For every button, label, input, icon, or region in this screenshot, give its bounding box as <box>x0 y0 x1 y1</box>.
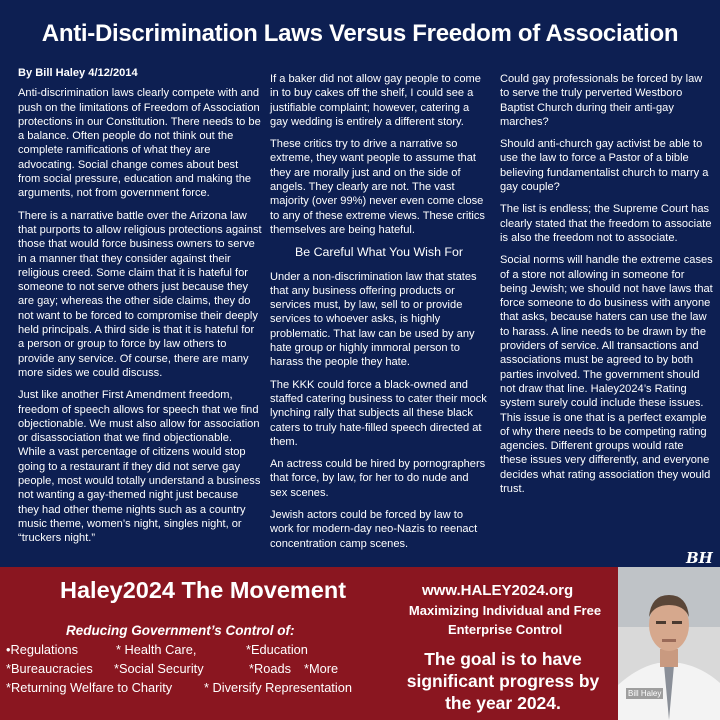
reducing-heading: Reducing Government’s Control of: <box>66 623 295 638</box>
initials-mark: BH <box>686 549 713 567</box>
goal-statement: The goal is to have significant progress by the year 2024. <box>406 649 600 713</box>
reduction-item: *Returning Welfare to Charity <box>6 680 173 695</box>
paragraph: Should anti-church gay activist be able to use the law to force a Pastor of a bible believing fundamentalist church to marry a gay couple? <box>500 138 709 194</box>
reduction-item: •Regulations <box>6 642 79 657</box>
paragraph: Jewish actors could be forced by law to work for modern-day neo-Nazis to reenact concentration camp scenes. <box>270 509 478 550</box>
paragraph: The KKK could force a black-owned and staffed catering business to cater their mock lynching rally that subjects all these black caters to truly hate-filled speech directed at them. <box>270 378 487 448</box>
paragraph: These critics try to drive a narrative so extreme, they want people to assume that they are morally just and on the side of angels. They clearly are not. The vast majority (over 99%) never even come close to any of these extreme views. These critics themselves are being hateful. <box>270 138 485 236</box>
movement-title: Haley2024 The Movement <box>60 577 347 603</box>
paragraph: Just like another First Amendment freedom, freedom of speech allows for speech that we find objectionable. We must also allow for association or disassociation that we find objectionable. While a vast percentage of citizens would stop going to a restaurant if they did not serve gay people, most would totally understand a business not wanting a gay-themed night just because they had other theme nights such as a country music theme, women’s night, singles night, or “truckers night.” <box>18 389 261 545</box>
tagline: Maximizing Individual and Free Enterprise Control <box>408 603 602 637</box>
paragraph: Anti-discrimination laws clearly compete with and push on the limitations of Freedom of Association protections in our Constitution. There needs to be a balance. Often people do not think out the complete ramifications of what they are advocating. Social change comes about best from social pressure, education and making the arguments, not from government force. <box>18 87 261 200</box>
paragraph: Social norms will handle the extreme cases of a store not allowing in someone for being Jewish; we should not have laws that force someone to do business with anyone that asks, because haters can use the law to harass. A line needs to be drawn by the providers of service. All transactions and associations must be agreed to by both parties involved. The government should not draw that line. Haley2024’s Rating system surely could include these issues. This issue is one that is a perfect example of why there needs to be competing rating agencies. Different groups would rate these issues very differently, and everyone decides what rating association they would trust. <box>500 254 713 496</box>
section-heading: Be Careful What You Wish For <box>294 245 464 260</box>
paragraph: Under a non-discrimination law that states that any business offering products or services must, by law, sell to or provide services to whoever asks, is highly problematic. That law can be used by any hate group or highly immoral person to harass the people they hate. <box>270 270 477 369</box>
reduction-row <box>6 659 401 678</box>
paragraph: An actress could be hired by pornographers that force, by law, for her to do nude and sex scenes. <box>270 458 486 499</box>
article-title: Anti-Discrimination Laws Versus Freedom of Association <box>41 20 679 47</box>
reduction-item: *Social Security <box>114 661 204 676</box>
article-column-3 <box>500 72 713 504</box>
reduction-item: *Roads <box>249 661 291 676</box>
paragraph: There is a narrative battle over the Arizona law that purports to allow religious protections against those that would force business owners to serve in a manner that they consider against their religious creed. Some claim that it is hateful for someone to not serve others just because they are gay; whereas the other side claims, they do not want to be forced to compromise their deeply held principals. A third side is that it is hateful for a person or group to force by law others to provide any service. Of course, there are many more sides we could discuss. <box>18 209 262 379</box>
article-column-1 <box>18 66 262 554</box>
reduction-item: *Bureaucracies <box>6 661 93 676</box>
byline: By Bill Haley 4/12/2014 <box>18 67 138 79</box>
paragraph: If a baker did not allow gay people to come in to buy cakes off the shelf, I could see a justifiable complaint; however, catering a gay wedding is entirely a different story. <box>270 73 481 128</box>
reduction-item: * Diversify Representation <box>204 680 352 695</box>
reduction-list <box>6 640 401 697</box>
reduction-item: * Health Care, <box>116 642 197 657</box>
reduction-item: *More <box>304 661 339 676</box>
website-url[interactable]: www.HALEY2024.org <box>422 582 574 599</box>
reduction-item: *Education <box>246 642 308 657</box>
paragraph: The list is endless; the Supreme Court has clearly stated that the freedom to associate is also the freedom not to associate. <box>500 203 712 244</box>
reduction-row <box>6 640 401 659</box>
reduction-row <box>6 678 401 697</box>
photo-caption: Bill Haley <box>628 689 662 698</box>
paragraph: Could gay professionals be forced by law to serve the truly perverted Westboro Baptist Church during their anti-gay marches? <box>500 73 703 128</box>
article-column-2 <box>270 72 488 559</box>
